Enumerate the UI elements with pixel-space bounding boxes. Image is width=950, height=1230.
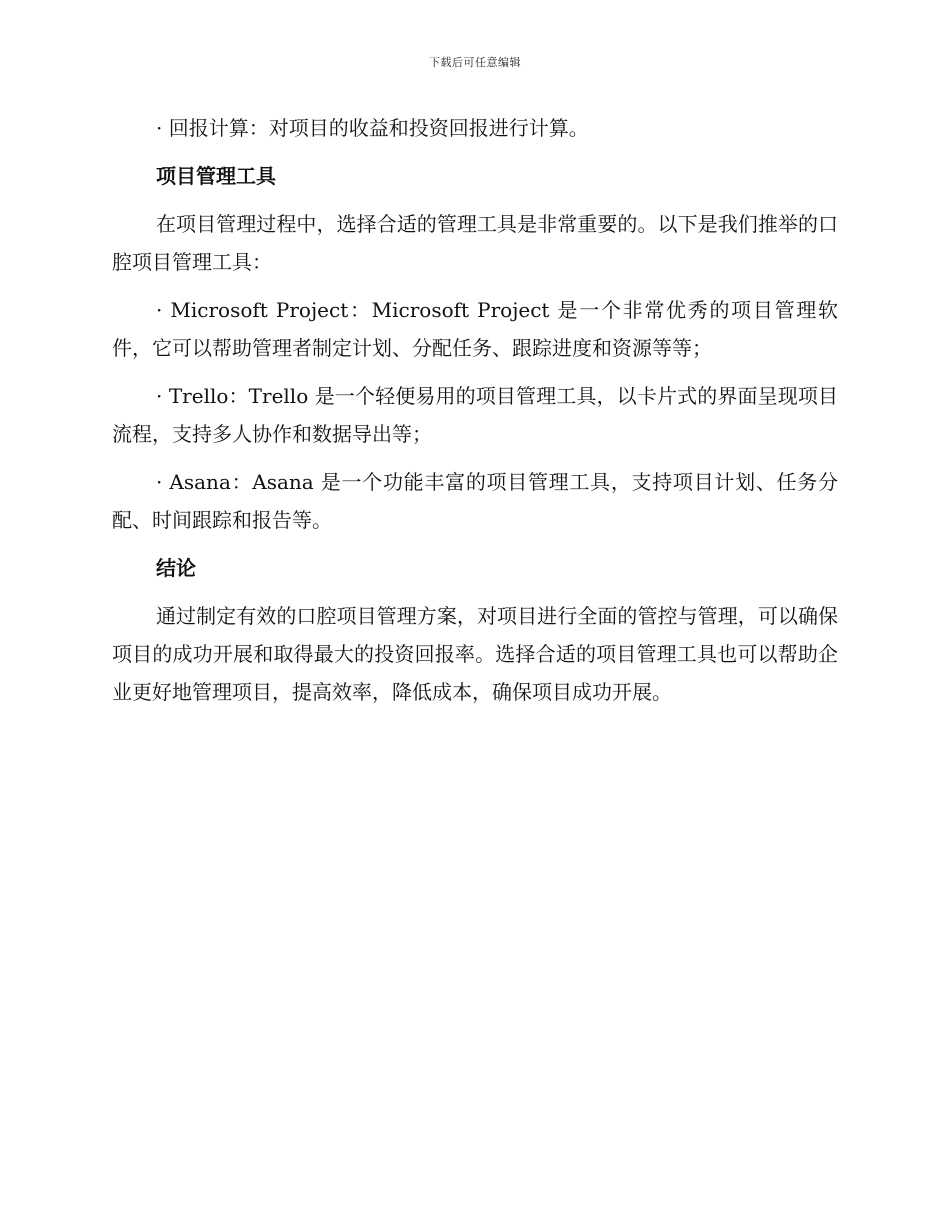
- bullet-asana: · Asana：Asana 是一个功能丰富的项目管理工具，支持项目计划、任务分配、时间跟踪和报告等。: [112, 470, 838, 532]
- section-heading-conclusion: 结论: [156, 556, 196, 580]
- section-heading-tools: 项目管理工具: [156, 164, 276, 188]
- bullet-microsoft-project: · Microsoft Project：Microsoft Project 是一个非常优秀的项目管理软件，它可以帮助管理者制定计划、分配任务、跟踪进度和资源等等；: [112, 298, 838, 360]
- conclusion-paragraph: 通过制定有效的口腔项目管理方案，对项目进行全面的管控与管理，可以确保项目的成功开展和取得最大的投资回报率。选择合适的项目管理工具也可以帮助企业更好地管理项目，提高效率，降低成本，确保项目成功开展。: [112, 604, 838, 704]
- page-body: [112, 109, 838, 721]
- page-header: 下载后可任意编辑: [429, 56, 521, 69]
- bullet-trello: · Trello：Trello 是一个轻便易用的项目管理工具，以卡片式的界面呈现项目流程，支持多人协作和数据导出等；: [112, 384, 838, 446]
- tools-intro-paragraph: 在项目管理过程中，选择合适的管理工具是非常重要的。以下是我们推举的口腔项目管理工具：: [112, 212, 838, 274]
- bullet-return-calculation: · 回报计算：对项目的收益和投资回报进行计算。: [156, 116, 589, 140]
